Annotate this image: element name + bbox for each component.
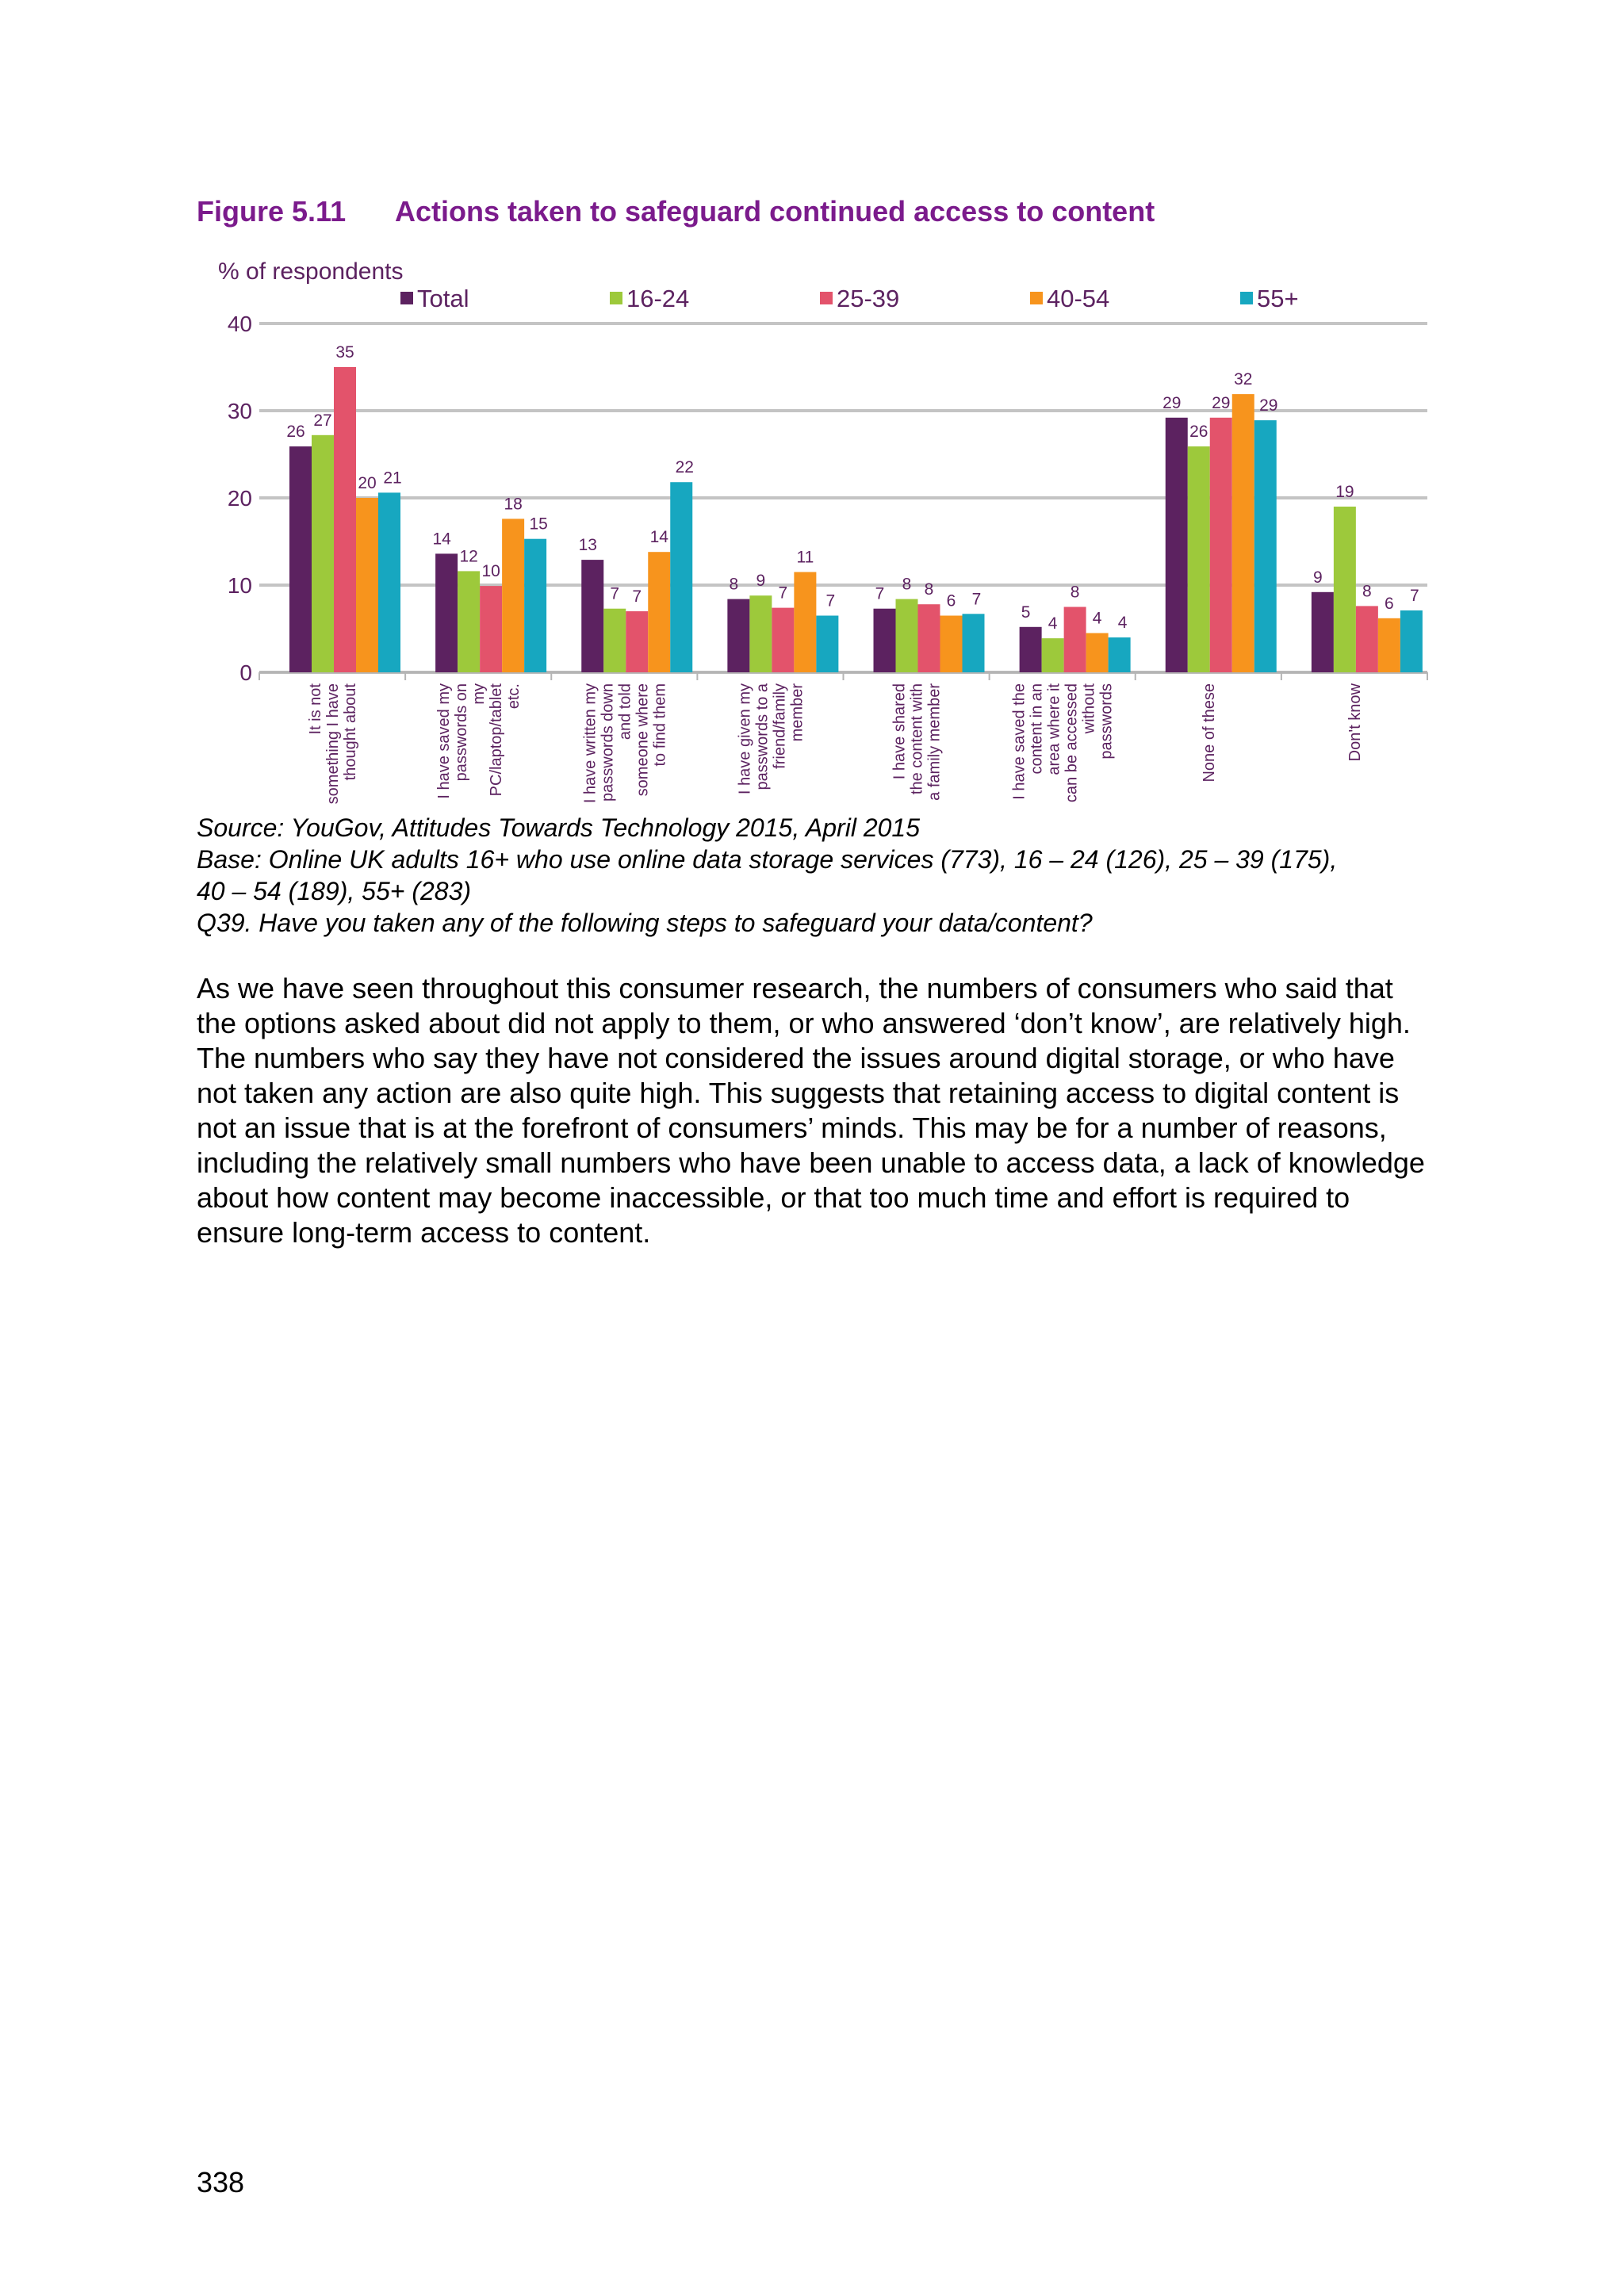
category-label: etc. (505, 683, 523, 710)
category-label: thought about (342, 683, 360, 781)
category-label: something I have (324, 683, 343, 805)
bar (794, 572, 816, 673)
data-label: 14 (432, 530, 451, 549)
y-tick-label: 40 (227, 312, 252, 336)
bar (1166, 418, 1188, 672)
bar (435, 553, 458, 672)
page-number: 338 (197, 2166, 245, 2198)
data-label: 29 (1212, 393, 1231, 412)
category-label: None of these (1200, 683, 1218, 783)
source-line: Source: YouGov, Attitudes Towards Technology 2015, April 2015 (197, 813, 920, 842)
data-label: 7 (971, 590, 982, 609)
data-label: 4 (1092, 609, 1102, 628)
data-label: 7 (778, 584, 788, 603)
data-label: 29 (1162, 393, 1182, 412)
category-label: and told (616, 683, 634, 740)
y-tick-label: 30 (227, 399, 252, 423)
figure-number: Figure 5.11 (197, 195, 347, 228)
bar (1400, 610, 1423, 672)
data-label: 26 (286, 423, 305, 442)
bar (1334, 507, 1356, 672)
category-label: friend/family (771, 683, 789, 769)
bar (1064, 607, 1086, 673)
source-block (197, 812, 1434, 939)
category-label: passwords down (599, 683, 617, 802)
category-label: without (1080, 683, 1098, 734)
bar (1042, 638, 1064, 672)
data-label: 26 (1189, 423, 1208, 442)
category-label: PC/laptop/tablet (488, 683, 506, 797)
bar (874, 609, 896, 672)
bar (312, 435, 334, 672)
legend-label: Total (417, 285, 469, 312)
bar (524, 539, 546, 672)
category-label: passwords (1097, 683, 1116, 760)
legend-label: 40-54 (1047, 285, 1110, 312)
data-label: 4 (1048, 614, 1058, 633)
y-axis-label: % of respondents (218, 258, 404, 285)
data-label: 9 (1313, 568, 1323, 587)
bar (670, 482, 692, 672)
bar (749, 595, 772, 672)
data-label: 8 (729, 575, 739, 594)
bar (1109, 637, 1131, 672)
category-label: passwords on (453, 683, 471, 782)
y-tick-label: 10 (227, 573, 252, 598)
data-label: 15 (529, 515, 548, 534)
y-tick-label: 20 (227, 486, 252, 511)
legend-swatch (400, 292, 413, 304)
bar (1356, 606, 1378, 672)
bar (1254, 420, 1277, 672)
data-label: 27 (313, 411, 332, 430)
bar (378, 492, 400, 672)
legend-swatch (610, 292, 622, 304)
base-line-continued: 40 – 54 (189), 55+ (283) (197, 877, 472, 905)
category-label: I have saved the (1010, 683, 1028, 800)
figure-title-text: Actions taken to safeguard continued access to content (395, 195, 1155, 228)
bar (918, 604, 940, 672)
category-label: It is not (307, 683, 325, 735)
data-label: 4 (1117, 614, 1128, 632)
data-label: 18 (504, 495, 523, 514)
category-label: a family member (925, 683, 944, 801)
bar (772, 608, 794, 672)
bar (1020, 627, 1042, 672)
legend-label: 25-39 (837, 285, 900, 312)
legend-label: 55+ (1257, 285, 1299, 312)
category-label: I have written my (581, 683, 599, 804)
data-label: 5 (1021, 603, 1031, 622)
category-label: I have shared (891, 683, 909, 780)
legend-swatch (820, 292, 833, 304)
bar (356, 498, 378, 672)
bar (334, 367, 356, 672)
data-label: 11 (796, 548, 814, 567)
data-label: 7 (1410, 586, 1419, 605)
bar (896, 599, 918, 672)
data-label: 6 (1385, 594, 1394, 613)
body-paragraph: As we have seen throughout this consumer research, the numbers of consumers who said that the options asked about did not apply to them, or who answered ‘don’t know’, are relatively high. The numbers who say they have not considered the issues around digital storage, or who have not taken any action are also quite high. This suggests that retaining access to digital content is not an issue that is at the forefront of consumers’ minds. This may be for a number of reasons, including the relatively small numbers who have been unable to access data, a lack of knowledge about how content may become inaccessible, or that too much time and effort is required to ensure long-term access to content. (197, 972, 1425, 1249)
category-label: to find them (651, 683, 669, 767)
bar (289, 446, 312, 672)
bar (458, 571, 480, 672)
data-label: 7 (610, 584, 620, 603)
data-label: 19 (1335, 483, 1354, 501)
base-line: Base: Online UK adults 16+ who use online data storage services (773), 16 – 24 (126), 25 – 39 (175), (197, 845, 1338, 874)
data-label: 20 (358, 474, 377, 492)
data-label: 7 (825, 591, 836, 610)
bar (727, 599, 749, 672)
data-label: 8 (902, 575, 912, 594)
bar (502, 519, 524, 672)
question-line: Q39. Have you taken any of the following steps to safeguard your data/content? (197, 909, 1093, 937)
data-label: 6 (946, 591, 956, 610)
category-label: the content with (908, 683, 926, 795)
category-label: my (470, 683, 488, 705)
data-label: 8 (1362, 582, 1372, 601)
bar (626, 611, 648, 672)
data-label: 22 (675, 458, 694, 477)
data-label: 14 (649, 528, 668, 547)
legend-swatch (1030, 292, 1043, 304)
category-label: I have given my (736, 683, 754, 795)
data-label: 8 (924, 580, 934, 599)
data-label: 7 (632, 587, 642, 606)
bar (940, 616, 963, 673)
bar (963, 614, 985, 672)
data-label: 9 (756, 572, 766, 591)
data-label: 10 (481, 562, 500, 581)
data-label: 13 (578, 536, 597, 555)
bar (816, 616, 838, 673)
data-label: 35 (335, 343, 354, 362)
category-label: member (788, 683, 806, 742)
category-label: can be accessed (1063, 683, 1081, 803)
bar (1210, 418, 1232, 672)
data-label: 12 (459, 547, 478, 566)
category-label: someone where (634, 683, 652, 797)
data-label: 32 (1234, 370, 1253, 389)
bar-chart (0, 0, 1624, 817)
bar (1086, 633, 1109, 673)
bar (1232, 394, 1254, 672)
category-label: Don't know (1346, 683, 1364, 762)
category-label: area where it (1045, 683, 1063, 775)
legend-label: 16-24 (626, 285, 690, 312)
bar (480, 586, 502, 672)
bar (1378, 618, 1400, 672)
data-label: 7 (875, 584, 885, 603)
bar (581, 560, 603, 672)
bar (603, 609, 626, 672)
y-tick-label: 0 (239, 660, 252, 685)
bar (648, 552, 670, 672)
category-label: passwords to a (753, 683, 772, 790)
bar (1188, 446, 1210, 672)
bar (1312, 592, 1334, 672)
category-label: I have saved my (435, 683, 454, 799)
data-label: 29 (1259, 396, 1278, 415)
data-label: 8 (1070, 583, 1080, 602)
legend-swatch (1240, 292, 1253, 304)
category-label: content in an (1028, 683, 1046, 775)
data-label: 21 (383, 469, 402, 488)
